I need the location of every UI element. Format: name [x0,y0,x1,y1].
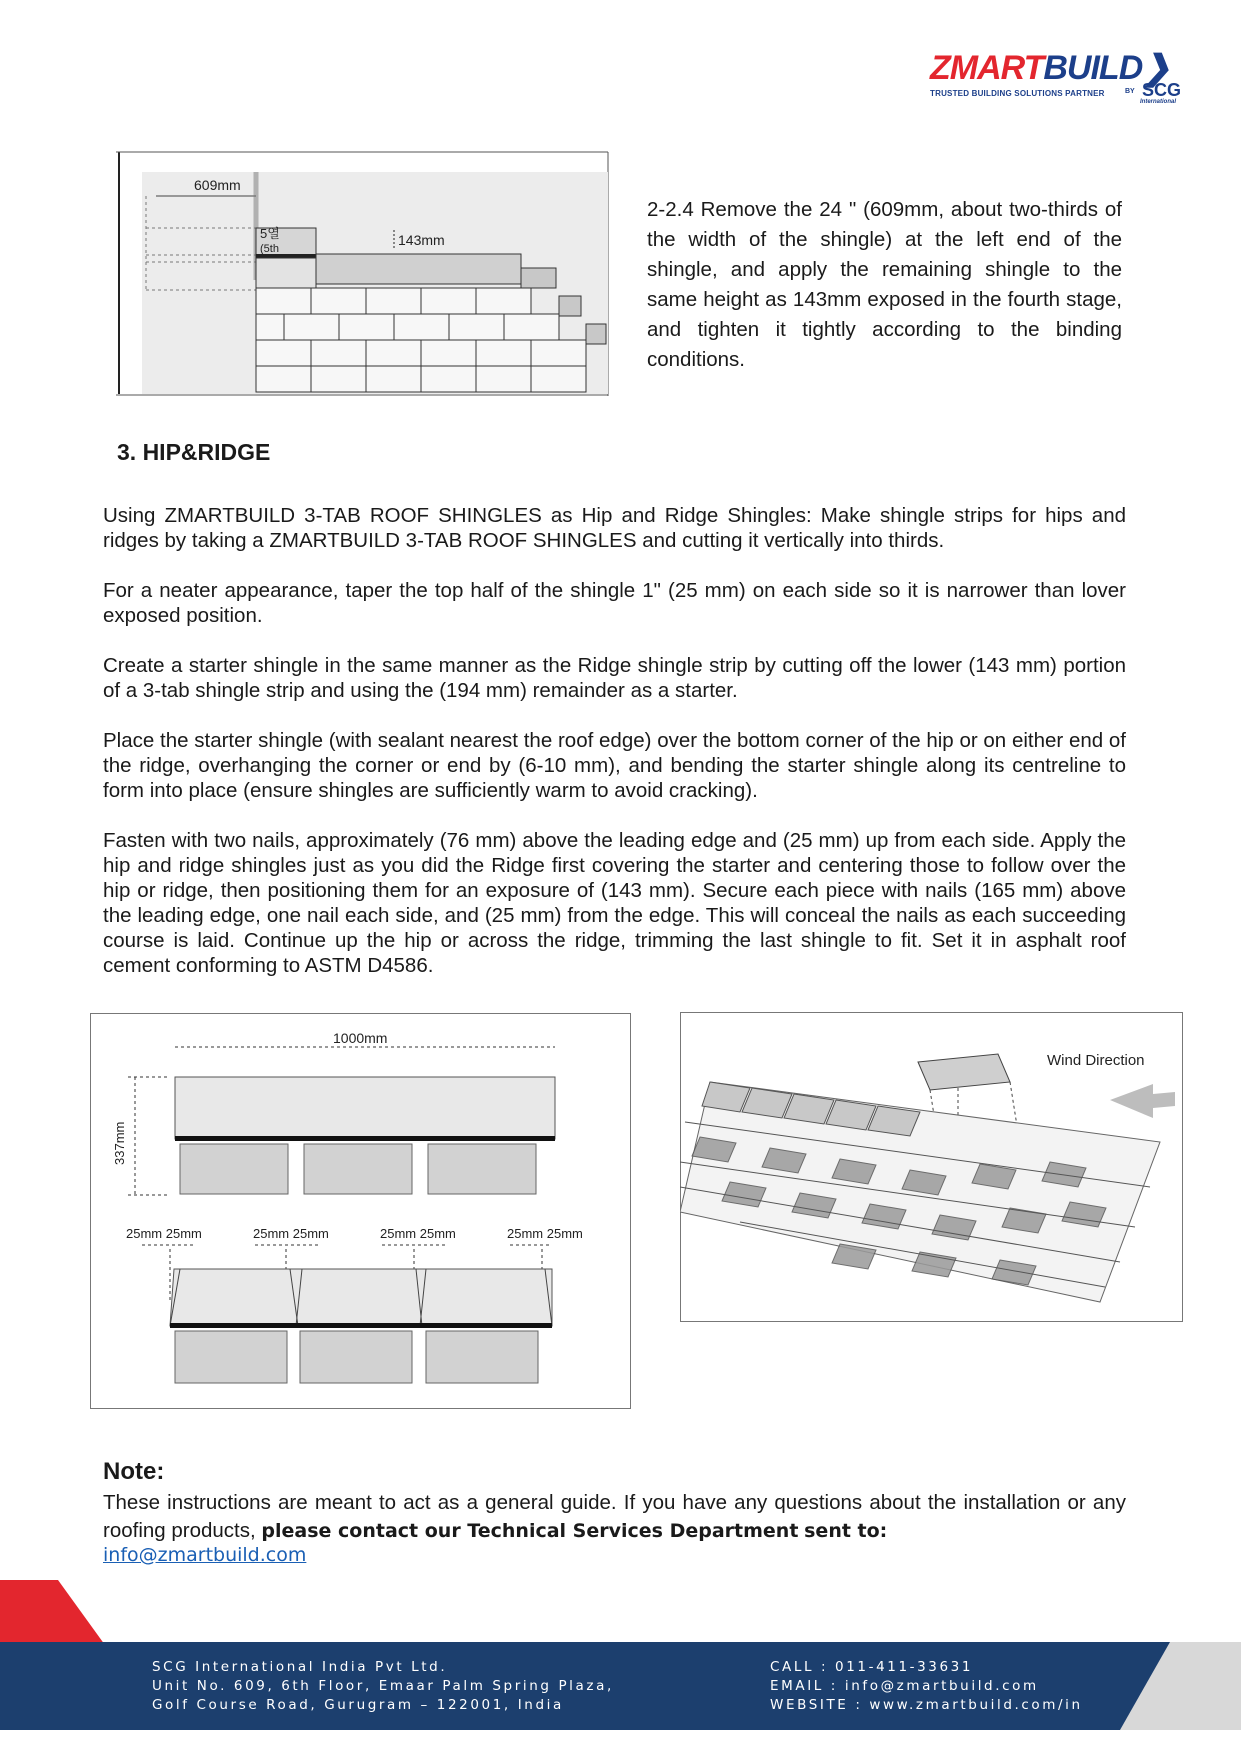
logo-by: BY [1125,88,1135,95]
logo-z: Z [930,49,950,87]
label-609mm: 609mm [194,177,241,193]
note-sent-to: sent to: [804,1520,888,1542]
step-2-2-4: 2-2.4 Remove the 24 " (609mm, about two-thirds of the width of the shingle) at the left end of the shingle, and apply the remaining shingle to the same height as 143mm exposed in the fourth stage, and tighten it tightly according to the binding conditions. [647,198,1122,371]
logo-build: BUILD [1043,49,1143,87]
paragraph-1: Using ZMARTBUILD 3-TAB ROOF SHINGLES as Hip and Ridge Shingles: Make shingle strips for hips and ridges by taking a ZMARTBUILD 3-TAB ROOF SHINGLES and cutting it vertically into thirds. [103,504,1126,552]
logo-scg: SCG [1142,80,1182,100]
note-body: These instructions are meant to act as a general guide. If you have any questions about the installation or any roofing products, [103,1491,1126,1542]
footer-address-1: Unit No. 609, 6th Floor, Emaar Palm Spring Plaza, [152,1678,614,1694]
figure-ridge-application [680,1012,1183,1322]
note-contact: please contact our Technical Services Department [261,1520,799,1542]
footer-company: SCG International India Pvt Ltd. [152,1659,448,1675]
footer-contact [770,1658,1083,1715]
label-25mm-2: 25mm 25mm [253,1226,329,1241]
footer-call: CALL : 011-411-33631 [770,1659,974,1675]
label-25mm-3: 25mm 25mm [380,1226,456,1241]
figure-fifth-course [116,150,610,396]
logo-tagline: TRUSTED BUILDING SOLUTIONS PARTNER [930,89,1105,98]
label-wind-direction: Wind Direction [1047,1052,1145,1069]
footer-address-2: Golf Course Road, Gurugram – 122001, India [152,1697,564,1713]
section-heading: 3. HIP&RIDGE [117,439,271,465]
paragraph-4: Place the starter shingle (with sealant nearest the roof edge) over the bottom corner of the hip or on either end of the ridge, overhanging the corner or end by (6-10 mm), and bending the starter shingle along its centreline to form into place (ensure shingles are sufficiently warm to avoid cracking). [103,729,1126,802]
logo-international: International [1140,99,1177,105]
note-text [103,1489,1126,1545]
label-143mm: 143mm [398,232,445,248]
footer-website: WEBSITE : www.zmartbuild.com/in [770,1697,1083,1713]
label-5th: (5th [260,243,279,255]
label-25mm-4: 25mm 25mm [507,1226,583,1241]
label-1000mm: 1000mm [333,1030,388,1046]
footer-address [152,1658,614,1715]
logo-arrow-icon: ❯ [1142,49,1170,87]
email-link[interactable]: info@zmartbuild.com [103,1544,307,1566]
figure-shingle-cut [90,1013,631,1409]
label-5: 5열 [260,226,280,241]
note-heading: Note: [103,1458,165,1485]
paragraph-5: Fasten with two nails, approximately (76 mm) above the leading edge and (25 mm) up from each side. Apply the hip and ridge shingles just as you did the Ridge first covering the starter and centering those to follow over the hip or ridge, then positioning them for an exposure of (143 mm). Secure each piece with nails (165 mm) above the leading edge, one nail each side, and (25 mm) from the edge. This will conceal the nails as each succeeding course is laid. Continue up the hip or across the ridge, trimming the last shingle to fit. Set it in asphalt roof cement conforming to ASTM D4586. [103,829,1126,977]
paragraph-3: Create a starter shingle in the same manner as the Ridge shingle strip by cutting off the lower (143 mm) portion of a 3-tab shingle strip and using the (194 mm) remainder as a starter. [103,654,1126,702]
label-25mm-1: 25mm 25mm [126,1226,202,1241]
logo-mart: MART [949,49,1044,87]
brand-logo [930,48,1170,88]
label-337mm: 337mm [112,1121,127,1165]
footer-email: EMAIL : info@zmartbuild.com [770,1678,1039,1694]
paragraph-2: For a neater appearance, taper the top half of the shingle 1" (25 mm) on each side so it is narrower than lover exposed position. [103,579,1126,627]
